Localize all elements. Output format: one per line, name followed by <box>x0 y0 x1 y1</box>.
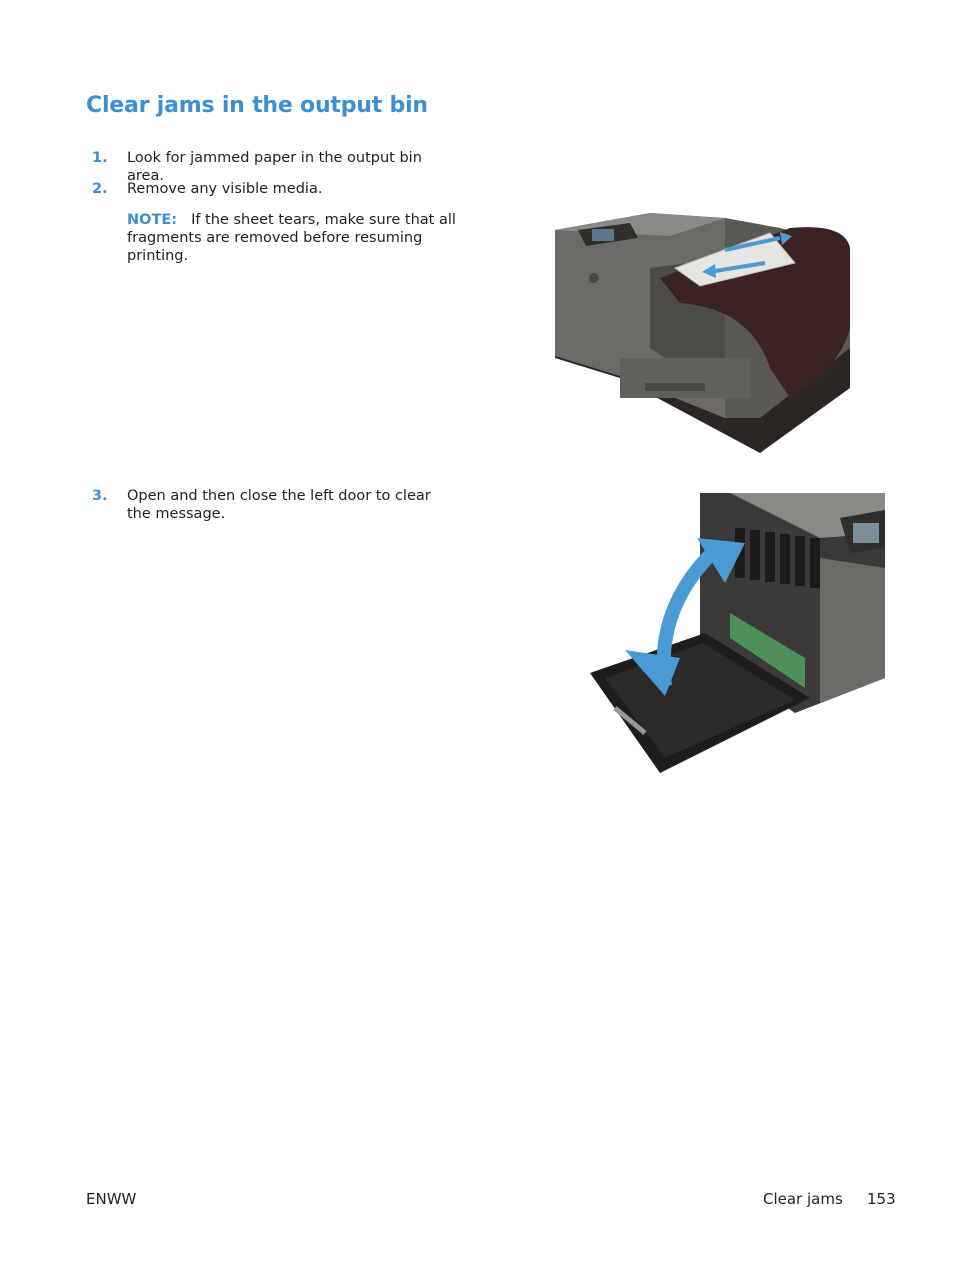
note-block <box>127 211 457 265</box>
footer-page-number: 153 <box>867 1190 896 1208</box>
step-number: 1. <box>92 150 108 166</box>
printer-output-bin-illustration <box>550 208 860 458</box>
printer-left-door-illustration <box>585 488 890 778</box>
footer-left: ENWW <box>86 1190 137 1208</box>
step-text: Open and then close the left door to clear the message. <box>127 488 431 522</box>
footer-section: Clear jams <box>763 1190 843 1208</box>
note-label: NOTE: <box>127 212 178 228</box>
page-title: Clear jams in the output bin <box>86 93 428 118</box>
note-text: If the sheet tears, make sure that all fragments are removed before resuming printing. <box>127 212 456 264</box>
step-number: 2. <box>92 181 108 197</box>
step-text: Remove any visible media. <box>127 181 323 197</box>
step-text: Look for jammed paper in the output bin area. <box>127 150 422 184</box>
step-number: 3. <box>92 488 108 504</box>
